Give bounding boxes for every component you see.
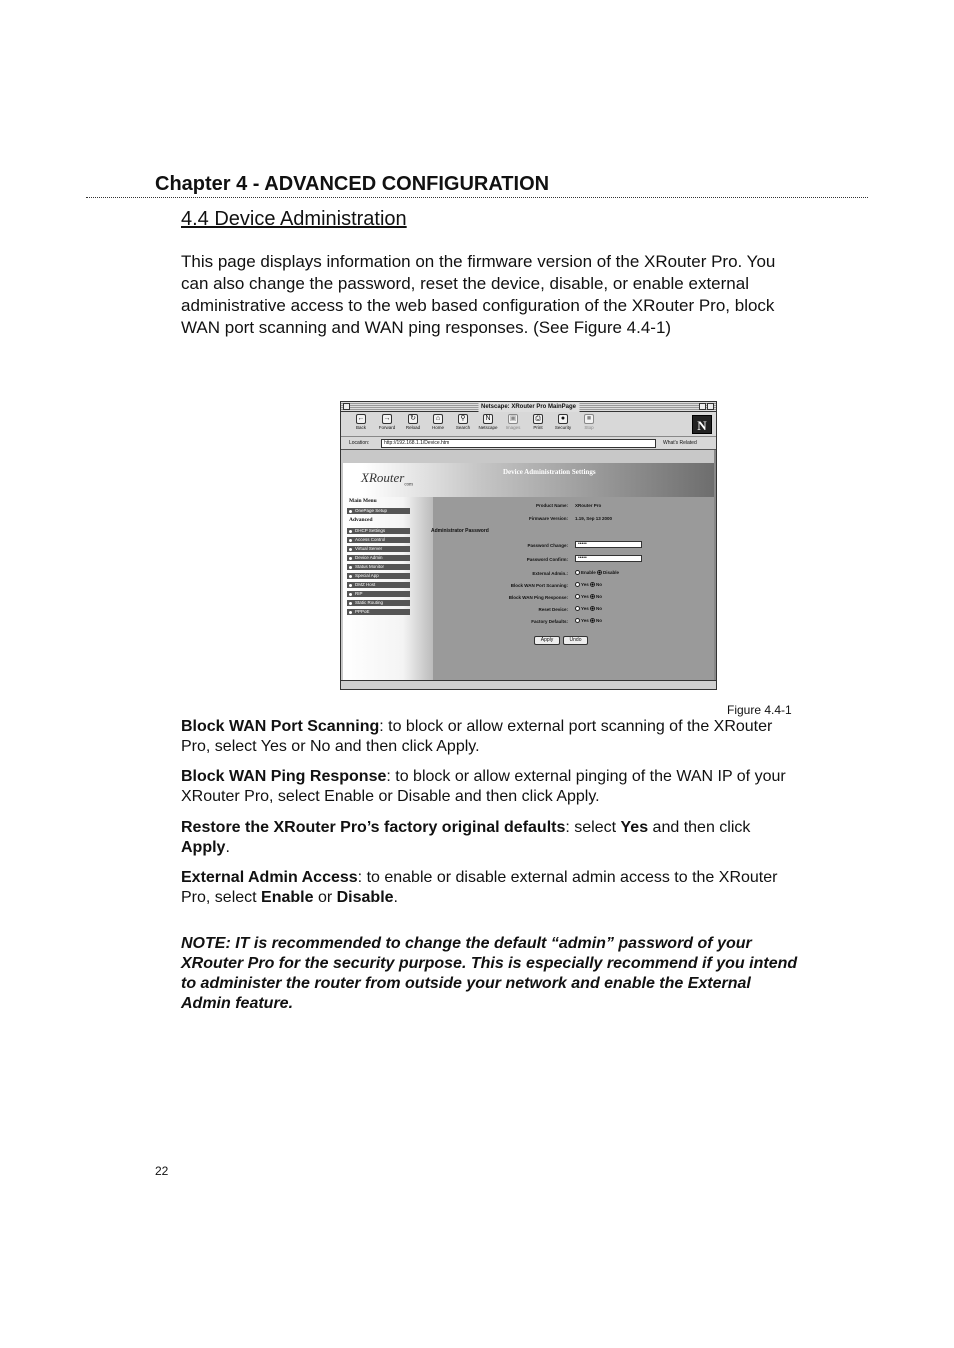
undo-button[interactable]: Undo — [563, 636, 588, 645]
page-number: 22 — [155, 1164, 169, 1178]
menu-item[interactable]: RIP — [347, 591, 410, 597]
stop-icon: ■ — [584, 414, 594, 424]
firmware-value: 1.19, Sep 13 2000 — [575, 516, 613, 521]
location-label: Location: — [349, 440, 370, 446]
figure-caption: Figure 4.4-1 — [727, 703, 792, 717]
block-ping-yes-radio[interactable] — [575, 594, 580, 599]
external-admin-label: External Admin.: — [532, 571, 568, 576]
browser-toolbar — [341, 412, 716, 437]
block-port-no-radio[interactable] — [590, 582, 595, 587]
password-change-input[interactable]: ••••• — [575, 541, 642, 548]
url-field[interactable]: http://192.168.1.1/Device.htm — [381, 439, 656, 448]
zoom-box-icon[interactable] — [699, 403, 706, 410]
block-ping-no-radio[interactable] — [590, 594, 595, 599]
external-admin-disable-radio[interactable] — [597, 570, 602, 575]
home-button[interactable]: ⌂ Home — [431, 415, 444, 430]
window-titlebar — [341, 402, 716, 412]
sidebar — [343, 497, 433, 680]
external-admin-paragraph: External Admin Access: to enable or disable external admin access to the XRouter Pro, select Enable or Disable. — [181, 869, 778, 906]
close-box-icon[interactable] — [343, 403, 350, 410]
menu-item[interactable]: PPPoE — [347, 609, 410, 615]
reload-icon: ↻ — [408, 414, 418, 424]
search-icon: ⚲ — [458, 414, 468, 424]
admin-password-heading: Administrator Password — [431, 528, 489, 534]
reset-device-label: Reset Device: — [538, 607, 568, 612]
intro-paragraph: This page displays information on the firmware version of the XRouter Pro. You can also change the password, reset the device, disable, or enable external administrative access to the web based configuration of the XRouter Pro, block WAN port scanning and WAN ping responses. (See Figure 4.4-1) — [181, 252, 776, 337]
netscape-button[interactable]: N Netscape — [478, 415, 498, 430]
password-confirm-input[interactable]: ••••• — [575, 555, 642, 562]
menu-item[interactable]: Access Control — [347, 537, 410, 543]
whats-related-button[interactable]: What's Related — [663, 440, 697, 446]
block-ping-options: Yes No — [575, 594, 602, 599]
term-label: Block WAN Ping Response — [181, 768, 387, 785]
menu-item[interactable]: DHCP Settings — [347, 528, 410, 534]
home-icon: ⌂ — [433, 414, 443, 424]
menu-item[interactable]: Static Routing — [347, 600, 410, 606]
print-button[interactable]: ⎙ Print — [533, 415, 543, 430]
forward-icon: → — [383, 415, 391, 422]
figure-screenshot — [340, 401, 717, 690]
factory-yes-radio[interactable] — [575, 618, 580, 623]
search-button[interactable]: ⚲ Search — [455, 415, 471, 430]
forward-button[interactable]: → Forward — [378, 415, 396, 430]
menu-item[interactable]: Special App — [347, 573, 410, 579]
block-port-scanning-paragraph: Block WAN Port Scanning: to block or allow external port scanning of the XRouter Pro, select Yes or No and then click Apply. — [181, 718, 773, 755]
netscape-icon: N — [483, 414, 493, 424]
section-title: 4.4 Device Administration — [181, 208, 407, 230]
reset-no-radio[interactable] — [590, 606, 595, 611]
block-port-scanning-label: Block WAN Port Scanning: — [510, 583, 568, 588]
reload-button[interactable]: ↻ Reload — [405, 415, 421, 430]
term-label: Restore the XRouter Pro’s factory original defaults — [181, 819, 566, 836]
menu-item-onepage-setup[interactable]: OnePage Setup — [347, 508, 410, 514]
print-icon: ⎙ — [533, 414, 543, 424]
images-button[interactable]: ▣ Images — [505, 415, 521, 430]
note-paragraph: NOTE: IT is recommended to change the default “admin” password of your XRouter Pro for the security purpose. This is especially recommend if you intend to administer the router from outside your network and enable the External Admin feature. — [181, 935, 798, 1012]
menu-item[interactable]: Virtual Server — [347, 546, 410, 552]
factory-defaults-label: Factory Defaults: — [531, 619, 568, 624]
window-title: Netscape: XRouter Pro MainPage — [478, 402, 579, 412]
term-label: Block WAN Port Scanning — [181, 718, 380, 735]
stop-button[interactable]: ■ Stop — [584, 415, 594, 430]
block-ping-response-label: Block WAN Ping Response: — [508, 595, 568, 600]
chapter-title: Chapter 4 - ADVANCED CONFIGURATION — [155, 173, 550, 195]
reset-device-options: Yes No — [575, 606, 602, 611]
menu-item[interactable]: Status Monitor — [347, 564, 410, 570]
back-button[interactable]: ← Back — [355, 415, 366, 430]
xrouter-logo: XRouter$_{com}$ — [361, 470, 413, 488]
firmware-label: Firmware Version: — [528, 516, 568, 521]
reset-yes-radio[interactable] — [575, 606, 580, 611]
password-confirm-label: Password Confirm: — [526, 557, 568, 562]
block-port-scanning-options: Yes No — [575, 582, 602, 587]
dotted-rule — [86, 197, 868, 198]
collapse-box-icon[interactable] — [707, 403, 714, 410]
block-port-yes-radio[interactable] — [575, 582, 580, 587]
external-admin-enable-radio[interactable] — [575, 570, 580, 575]
security-button[interactable]: ● Security — [554, 415, 572, 430]
location-bar — [341, 437, 716, 450]
vertical-scrollbar[interactable] — [714, 450, 716, 680]
block-ping-response-paragraph: Block WAN Ping Response: to block or allow external pinging of the WAN IP of your XRouter Pro, select Enable or Disable and then click Apply. — [181, 768, 786, 805]
netscape-logo: N — [692, 415, 712, 434]
status-bar — [341, 680, 716, 690]
main-menu-heading: Main Menu — [349, 498, 377, 504]
term-label: External Admin Access — [181, 869, 358, 886]
factory-no-radio[interactable] — [590, 618, 595, 623]
lock-icon: ● — [558, 414, 568, 424]
images-icon: ▣ — [509, 415, 517, 422]
product-name-value: XRouter Pro — [575, 503, 602, 508]
back-icon: ← — [357, 415, 365, 422]
external-admin-options: Enable Disable — [575, 570, 619, 575]
product-name-label: Product Name: — [535, 503, 568, 508]
password-change-label: Password Change: — [527, 543, 568, 548]
restore-defaults-paragraph: Restore the XRouter Pro’s factory original defaults: select Yes and then click Apply. — [181, 819, 751, 856]
page-heading: Device Administration Settings — [503, 468, 596, 476]
menu-item[interactable]: Device Admin — [347, 555, 410, 561]
advanced-heading: Advanced — [349, 517, 373, 523]
apply-button[interactable]: Apply — [534, 636, 560, 645]
factory-defaults-options: Yes No — [575, 618, 602, 623]
menu-item[interactable]: DMZ Host — [347, 582, 410, 588]
